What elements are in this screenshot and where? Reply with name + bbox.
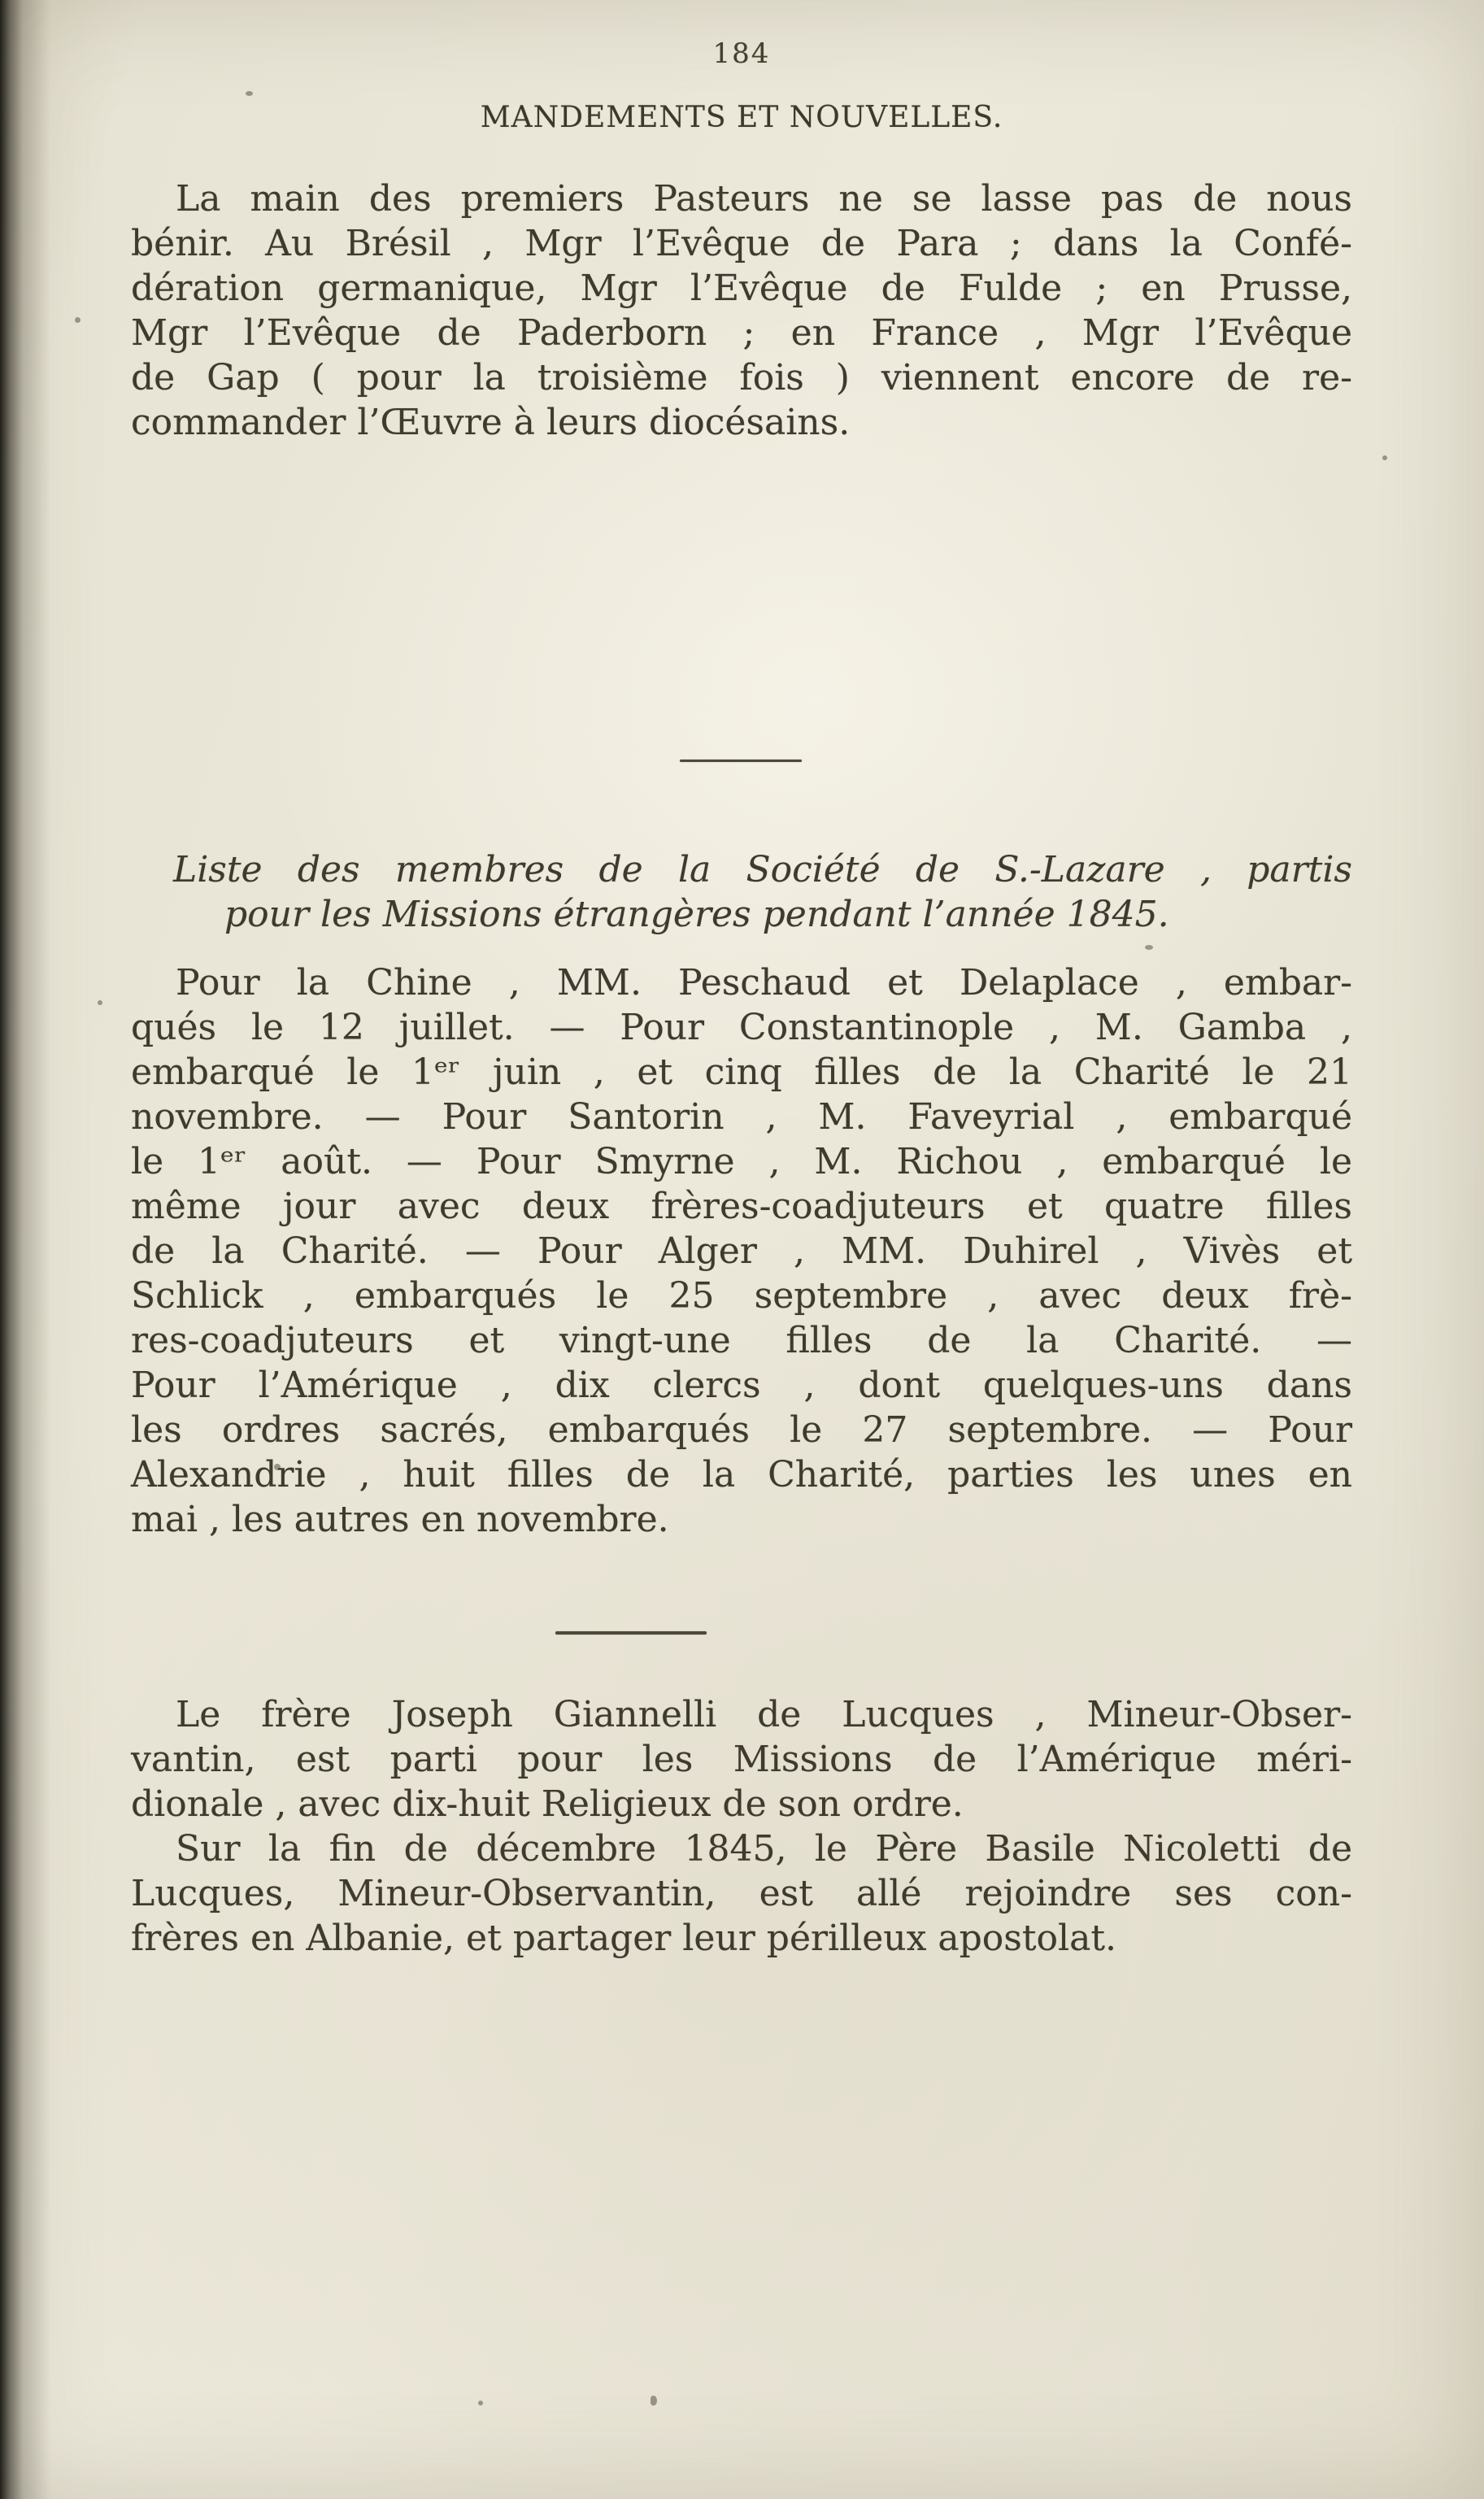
section-divider-2 xyxy=(555,1631,707,1635)
page-number: 184 xyxy=(712,37,771,70)
paragraph-departures xyxy=(131,960,1352,1542)
text-line: les ordres sacrés, embarqués le 27 septembre. — Pour xyxy=(131,1409,1352,1451)
ink-speck xyxy=(75,317,81,323)
ink-speck xyxy=(246,91,253,96)
text-line: le 1ᵉʳ août. — Pour Smyrne , M. Richou , embarqué le xyxy=(131,1141,1352,1182)
ink-speck xyxy=(478,2401,483,2405)
text-line: de Gap ( pour la troisième fois ) viennent encore de re- xyxy=(131,357,1352,398)
text-line: Schlick , embarqués le 25 septembre , avec deux frè- xyxy=(131,1275,1352,1317)
text-line: frères en Albanie, et partager leur périlleux apostolat. xyxy=(131,1918,1117,1959)
text-line: mai , les autres en novembre. xyxy=(131,1499,669,1540)
text-line: Lucques, Mineur-Observantin, est allé rejoindre ses con- xyxy=(131,1873,1352,1914)
text-line: de la Charité. — Pour Alger , MM. Duhirel , Vivès et xyxy=(131,1230,1352,1272)
paragraph-giannelli xyxy=(131,1692,1352,1826)
text-line: vantin, est parti pour les Missions de l’Amérique méri- xyxy=(131,1739,1352,1780)
text-line: qués le 12 juillet. — Pour Constantinople , M. Gamba , xyxy=(131,1007,1352,1048)
text-line: Mgr l’Evêque de Paderborn ; en France , Mgr l’Evêque xyxy=(131,312,1352,354)
ink-speck xyxy=(98,1000,102,1005)
text-line: Liste des membres de la Société de S.-Lazare , partis xyxy=(173,849,1352,890)
text-line: Le frère Joseph Giannelli de Lucques , Mineur-Obser- xyxy=(176,1694,1352,1735)
text-line: pour les Missions étrangères pendant l’année 1845. xyxy=(224,894,1169,935)
text-line: dération germanique, Mgr l’Evêque de Fulde ; en Prusse, xyxy=(131,268,1352,309)
paragraph-intro xyxy=(131,176,1352,445)
list-title-citation xyxy=(131,847,1352,937)
text-line: res-coadjuteurs et vingt-une filles de la Charité. — xyxy=(131,1320,1352,1361)
scan-edge-shadow xyxy=(0,0,50,2499)
paragraph-nicoletti xyxy=(131,1826,1352,1961)
text-line: bénir. Au Brésil , Mgr l’Evêque de Para ; dans la Confé- xyxy=(131,223,1352,264)
ink-speck xyxy=(1382,455,1387,460)
text-line: commander l’Œuvre à leurs diocésains. xyxy=(131,402,851,443)
ink-speck xyxy=(651,2396,657,2405)
text-line: dionale , avec dix-huit Religieux de son ordre. xyxy=(131,1783,964,1825)
section-heading: MANDEMENTS ET NOUVELLES. xyxy=(480,101,1003,134)
text-line: Pour la Chine , MM. Peschaud et Delaplace , embar- xyxy=(176,962,1352,1004)
ink-speck xyxy=(274,1464,281,1470)
text-line: novembre. — Pour Santorin , M. Faveyrial , embarqué xyxy=(131,1096,1352,1138)
text-line: La main des premiers Pasteurs ne se lasse pas de nous xyxy=(176,178,1352,220)
section-divider-1 xyxy=(680,760,802,762)
text-line: Sur la fin de décembre 1845, le Père Basile Nicoletti de xyxy=(176,1828,1352,1870)
text-line: Pour l’Amérique , dix clercs , dont quelques-uns dans xyxy=(131,1365,1352,1406)
text-line: embarqué le 1ᵉʳ juin , et cinq filles de la Charité le 21 xyxy=(131,1051,1352,1093)
text-line: Alexandrie , huit filles de la Charité, parties les unes en xyxy=(131,1454,1352,1495)
ink-speck xyxy=(1145,945,1153,950)
text-line: même jour avec deux frères-coadjuteurs et quatre filles xyxy=(131,1186,1352,1227)
